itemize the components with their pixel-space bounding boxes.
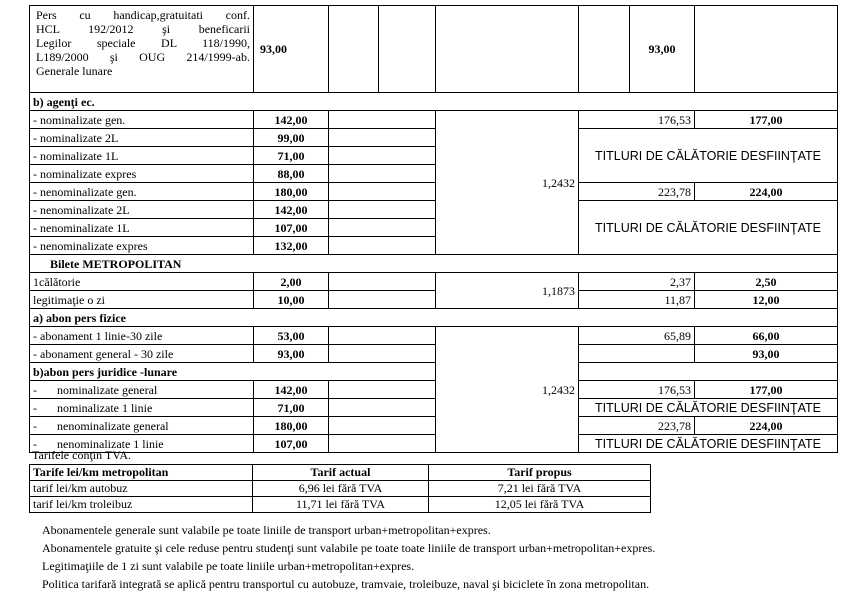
table-row: - nenominalizate expres 132,00 — [30, 237, 838, 255]
coefficient: 1,2432 — [436, 111, 579, 255]
tva-note: Tarifele conţin TVA. — [32, 448, 132, 462]
table-row: - abonament 1 linie-30 zile 53,00 1,2432 65,89 66,00 — [30, 327, 838, 345]
table-row: - nenominalizate 1L 107,00 — [30, 219, 838, 237]
table-row: tarif lei/km autobuz 6,96 lei fără TVA 7,21 lei fără TVA — [30, 481, 651, 497]
table-row: - nominalizate general 142,00 176,53 177,00 — [30, 381, 838, 399]
table-row: - nominalizate expres 88,00 — [30, 165, 838, 183]
table-row — [30, 6, 838, 93]
section-header-row — [30, 255, 838, 273]
note-line: Politica tarifară integrată se aplică pentru transportul cu autobuze, tramvaie, troleibuze, naval şi biciclete în zona metropolitan. — [42, 577, 650, 591]
section-header: b) agenţi ec. — [30, 93, 838, 111]
table-row: - nenominalizate 2L 142,00 TITLURI DE CĂLĂTORIE DESFIINŢATE — [30, 201, 838, 219]
section-header-row — [30, 93, 838, 111]
table-row: legitimaţie o zi 10,00 11,87 12,00 — [30, 291, 838, 309]
tarif-actual: 93,00 — [254, 6, 329, 93]
abolished-note: TITLURI DE CĂLĂTORIE DESFIINŢATE — [579, 399, 838, 417]
section-header-row — [30, 363, 838, 381]
table-row: - abonament general - 30 zile 93,00 93,00 — [30, 345, 838, 363]
column-header: Tarif actual — [253, 465, 429, 481]
notes — [42, 521, 655, 593]
note-line: Legitimaţiile de 1 zi sunt valabile pe toate liniile urban+metropolitan+expres. — [42, 559, 415, 573]
section-header: Bilete METROPOLITAN — [30, 255, 838, 273]
abolished-note: TITLURI DE CĂLĂTORIE DESFIINŢATE — [579, 129, 838, 183]
section-header-row — [30, 309, 838, 327]
note-line: Abonamentele generale sunt valabile pe toate liniile de transport urban+metropolitan+expres. — [42, 523, 491, 537]
category-label: Pers cu handicap,gratuitati conf. HCL 192/2012 şi beneficarii Legilor speciale DL 118/1990, L189/2000 şi OUG 214/1999-ab. Generale lunare — [30, 6, 254, 93]
table-row: - nominalizate gen. 142,00 1,2432 176,53 177,00 — [30, 111, 838, 129]
table-row: 1călătorie 2,00 1,1873 2,37 2,50 — [30, 273, 838, 291]
note-line: Abonamentele gratuite şi cele reduse pentru studenţi sunt valabile pe toate toate liniile de transport urban+metropolitan+expres. — [42, 541, 656, 555]
table-row: tarif lei/km troleibuz 11,71 lei fără TVA 12,05 lei fără TVA — [30, 497, 651, 513]
section-header: b)abon pers juridice -lunare — [30, 363, 436, 381]
km-tariff-table — [29, 464, 651, 513]
coefficient: 1,2432 — [436, 327, 579, 453]
coefficient: 1,1873 — [436, 273, 579, 309]
abolished-note: TITLURI DE CĂLĂTORIE DESFIINŢATE — [579, 435, 838, 453]
tarif-propus: 93,00 — [630, 6, 695, 93]
table-row: - nenominalizate gen. 180,00 223,78 224,00 — [30, 183, 838, 201]
table-row: - nominalizate 1 linie 71,00 TITLURI DE CĂLĂTORIE DESFIINŢATE — [30, 399, 838, 417]
column-header: Tarife lei/km metropolitan — [30, 465, 253, 481]
table-row: - nominalizate 2L 99,00 TITLURI DE CĂLĂTORIE DESFIINŢATE — [30, 129, 838, 147]
table-row: - nominalizate 1L 71,00 — [30, 147, 838, 165]
table-row: - nenominalizate 1 linie 107,00 TITLURI DE CĂLĂTORIE DESFIINŢATE — [30, 435, 838, 453]
column-header: Tarif propus — [429, 465, 651, 481]
section-header: a) abon pers fizice — [30, 309, 838, 327]
table-row: - nenominalizate general 180,00 223,78 224,00 — [30, 417, 838, 435]
abolished-note: TITLURI DE CĂLĂTORIE DESFIINŢATE — [579, 201, 838, 255]
table-header-row — [30, 465, 651, 481]
tariff-table — [29, 5, 838, 453]
